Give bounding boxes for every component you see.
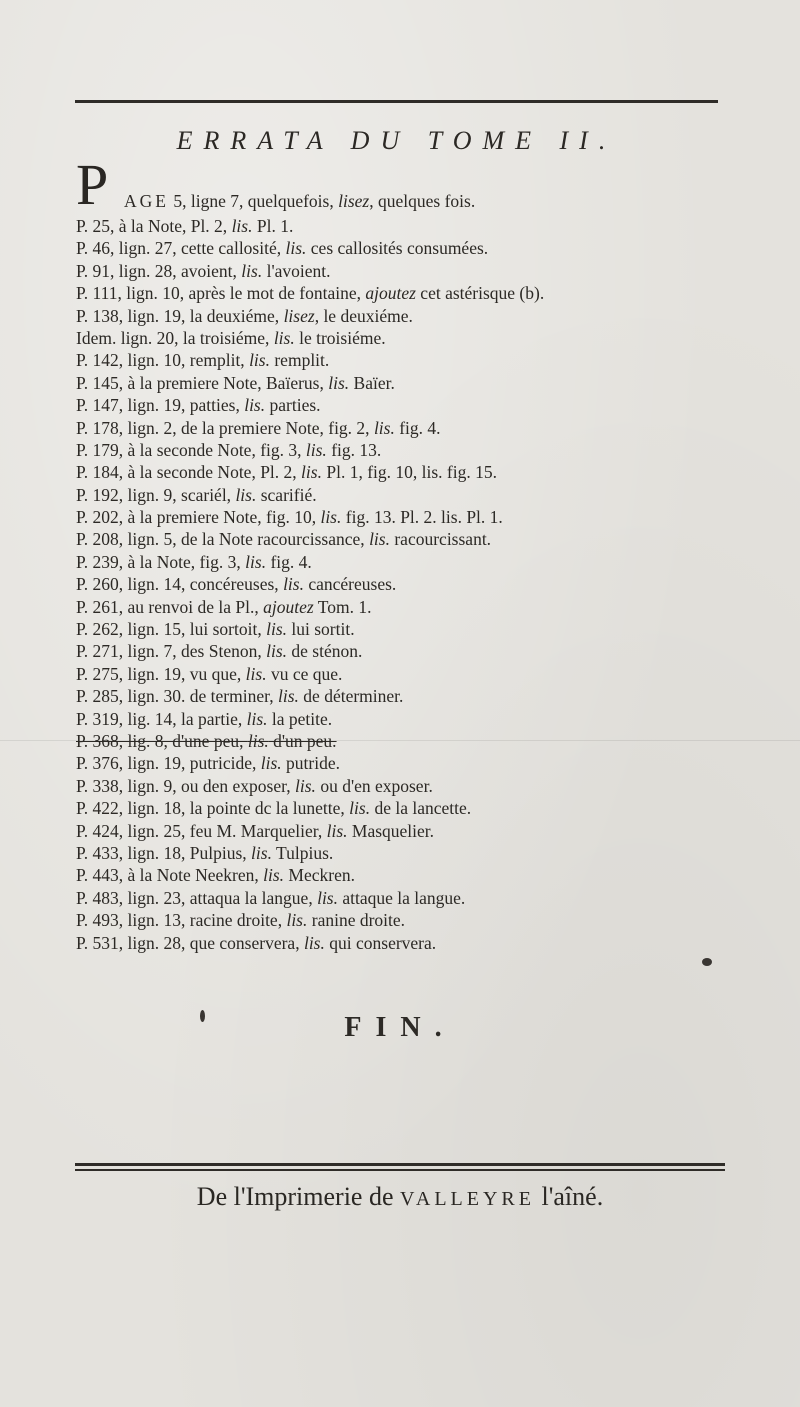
entry-correction-marker: ajoutez	[365, 283, 416, 304]
errata-entry	[76, 282, 726, 304]
errata-entry	[76, 551, 726, 573]
top-rule	[75, 100, 718, 103]
entry-correction: putride.	[281, 753, 340, 774]
entry-text: P. 138, lign. 19, la deuxiéme,	[76, 305, 284, 326]
entry-text: P. 443, à la Note Neekren,	[76, 865, 264, 886]
entry-text: P. 208, lign. 5, de la Note racourcissance,	[76, 529, 370, 550]
first-entry-caps: AGE	[124, 191, 169, 211]
entry-correction: Masquelier.	[347, 820, 435, 841]
errata-entry	[76, 461, 726, 483]
errata-entry	[76, 708, 726, 730]
errata-entry	[76, 618, 726, 640]
entry-correction: ranine droite.	[307, 910, 406, 931]
errata-entry	[76, 775, 726, 797]
ink-speck	[200, 1010, 205, 1022]
entry-correction-marker: lis.	[303, 932, 325, 953]
errata-entry	[76, 417, 726, 439]
entry-text: P. 424, lign. 25, feu M. Marquelier,	[76, 820, 327, 841]
entry-correction-marker: lis.	[305, 439, 327, 460]
entry-correction-marker: lis.	[326, 820, 348, 841]
entry-correction-marker: lis.	[278, 686, 299, 707]
entry-correction-marker: lis.	[295, 775, 316, 796]
entry-text: P. 368, lig. 8, d'une peu,	[76, 730, 248, 751]
first-entry-rest: , quelques fois.	[369, 191, 476, 211]
entry-correction: attaque la langue.	[338, 887, 466, 908]
entry-text: P. 262, lign. 15, lui sortoit,	[76, 619, 267, 640]
entry-correction: ces callosités consumées.	[306, 238, 489, 259]
entry-text: P. 260, lign. 14, concéreuses,	[76, 574, 284, 595]
entry-correction: fig. 13.	[326, 439, 382, 460]
entry-correction-marker: lis.	[283, 574, 304, 595]
first-entry-text	[124, 190, 475, 212]
bottom-rule-thin	[75, 1169, 725, 1171]
entry-correction: , le deuxiéme.	[314, 305, 413, 326]
errata-entry	[76, 237, 726, 259]
errata-entry	[76, 932, 726, 954]
entry-text: P. 433, lign. 18, Pulpius,	[76, 842, 252, 863]
entry-text: P. 261, au renvoi de la Pl.,	[76, 596, 264, 617]
entry-text: P. 178, lign. 2, de la premiere Note, fig. 2,	[76, 417, 374, 438]
entry-correction: qui conservera.	[324, 932, 437, 953]
entry-text: P. 422, lign. 18, la pointe dc la lunette,	[76, 798, 350, 819]
entry-correction-marker: lis.	[245, 551, 267, 572]
entry-correction-marker: lis.	[266, 641, 288, 662]
entry-correction-marker: lis.	[301, 462, 322, 483]
entry-text: P. 338, lign. 9, ou den exposer,	[76, 775, 296, 796]
entry-correction: parties.	[265, 395, 321, 416]
entry-correction: ou d'en exposer.	[315, 775, 433, 796]
entry-text: P. 483, lign. 23, attaqua la langue,	[76, 887, 318, 908]
entry-text: P. 184, à la seconde Note, Pl. 2,	[76, 462, 302, 483]
errata-entry	[76, 820, 726, 842]
entry-correction-marker: lis.	[245, 663, 267, 684]
entry-correction: lui sortit.	[287, 619, 355, 640]
entry-text: P. 493, lign. 13, racine droite,	[76, 910, 287, 931]
errata-entry	[76, 640, 726, 662]
errata-entry	[76, 215, 726, 237]
entry-correction: vu ce que.	[266, 663, 343, 684]
entry-text: P. 142, lign. 10, remplit,	[76, 350, 250, 371]
fin-label: FIN.	[344, 1012, 456, 1043]
errata-entry	[76, 842, 726, 864]
errata-entry	[76, 439, 726, 461]
errata-entry	[76, 887, 726, 909]
printer-imprint	[0, 1182, 800, 1212]
entry-correction: de déterminer.	[298, 686, 404, 707]
entry-text: P. 179, à la seconde Note, fig. 3,	[76, 439, 306, 460]
errata-entry	[76, 663, 726, 685]
entry-correction: Meckren.	[284, 865, 355, 886]
entry-text: Idem. lign. 20, la troisiéme,	[76, 327, 274, 348]
entry-correction-marker: lis.	[369, 529, 390, 550]
errata-entry	[76, 327, 726, 349]
entry-correction-marker: lis.	[231, 216, 253, 236]
errata-list	[76, 152, 726, 954]
first-entry-body: 5, ligne 7, quelquefois,	[168, 191, 339, 211]
entry-text: P. 285, lign. 30. de terminer,	[76, 686, 278, 707]
entry-correction-marker: lis.	[235, 484, 257, 505]
entry-correction-marker: lisez	[283, 305, 315, 326]
entry-correction: Pl. 1.	[252, 216, 294, 236]
entry-correction-marker: lis.	[263, 865, 285, 886]
entry-text: P. 271, lign. 7, des Stenon,	[76, 641, 267, 662]
entry-correction-marker: lis.	[251, 842, 272, 863]
entry-correction: Pl. 1, fig. 10, lis. fig. 15.	[321, 462, 497, 483]
entry-correction-marker: lis.	[285, 238, 307, 259]
entry-correction-marker: lis.	[349, 798, 371, 819]
errata-entry	[76, 596, 726, 618]
entry-correction: fig. 4.	[266, 551, 312, 572]
errata-entry	[76, 752, 726, 774]
errata-entry	[76, 484, 726, 506]
errata-entry	[76, 528, 726, 550]
errata-entry	[76, 372, 726, 394]
entry-correction-marker: lis.	[241, 260, 263, 281]
entry-text: P. 275, lign. 19, vu que,	[76, 663, 246, 684]
errata-entry	[76, 797, 726, 819]
errata-entry	[76, 573, 726, 595]
errata-entry	[76, 394, 726, 416]
entry-correction-marker: lis.	[273, 327, 295, 348]
entry-correction-marker: lis.	[317, 887, 338, 908]
entry-correction-marker: ajoutez	[263, 596, 314, 617]
entry-correction: la petite.	[267, 708, 333, 729]
errata-entry	[76, 685, 726, 707]
entry-text: P. 531, lign. 28, que conservera,	[76, 932, 304, 953]
entry-text: P. 111, lign. 10, après le mot de fontaine,	[76, 283, 366, 304]
imprint-after: l'aîné.	[534, 1182, 604, 1211]
entry-correction: fig. 4.	[394, 417, 441, 438]
entry-text: P. 46, lign. 27, cette callosité,	[76, 238, 286, 259]
entry-correction: le troisiéme.	[294, 327, 386, 348]
entry-correction: Tom. 1.	[313, 596, 372, 617]
entry-correction: l'avoient.	[262, 260, 331, 281]
imprint-before: De l'Imprimerie de	[196, 1182, 401, 1211]
entry-correction-marker: lis.	[266, 619, 288, 640]
errata-entry	[76, 864, 726, 886]
imprint-printer-name: VALLEYRE	[400, 1188, 535, 1210]
entry-correction: cet astérisque (b).	[415, 283, 545, 304]
bottom-rule-thick	[75, 1163, 725, 1166]
entry-correction: remplit.	[269, 350, 330, 371]
errata-entry	[76, 730, 726, 752]
entry-correction: fig. 13. Pl. 2. lis. Pl. 1.	[341, 507, 503, 528]
errata-first-entry	[76, 152, 726, 217]
entry-correction-marker: lis.	[320, 507, 342, 528]
entry-correction-marker: lis.	[246, 708, 268, 729]
entry-correction: racourcissant.	[389, 529, 492, 550]
entry-text: P. 91, lign. 28, avoient,	[76, 260, 242, 281]
entry-correction: Baïer.	[349, 372, 395, 393]
entry-text: P. 319, lig. 14, la partie,	[76, 708, 247, 729]
entry-correction: Tulpius.	[271, 842, 334, 863]
entry-correction: de la lancette.	[370, 798, 472, 819]
entry-correction: scarifié.	[256, 484, 317, 505]
entry-correction-marker: lis.	[286, 910, 308, 931]
errata-entries	[76, 215, 726, 954]
entry-text: P. 145, à la premiere Note, Baïerus,	[76, 372, 329, 393]
entry-correction-marker: lis.	[247, 730, 269, 751]
entry-correction-marker: lis.	[373, 417, 395, 438]
entry-text: P. 147, lign. 19, patties,	[76, 395, 245, 416]
entry-correction-marker: lis.	[260, 753, 282, 774]
entry-correction-marker: lis.	[249, 350, 270, 371]
drop-cap: P	[76, 152, 109, 217]
entry-text: P. 192, lign. 9, scariél,	[76, 484, 236, 505]
entry-correction-marker: lis.	[328, 372, 350, 393]
ink-speck	[702, 958, 712, 966]
entry-text: P. 202, à la premiere Note, fig. 10,	[76, 507, 321, 528]
page-title: ERRATA DU TOME II.	[176, 126, 617, 155]
entry-text: P. 376, lign. 19, putricide,	[76, 753, 261, 774]
errata-entry	[76, 305, 726, 327]
entry-text: P. 239, à la Note, fig. 3,	[76, 551, 246, 572]
entry-correction-marker: lis.	[244, 395, 266, 416]
first-entry-lis: lisez	[338, 191, 370, 211]
errata-entry	[76, 349, 726, 371]
entry-text: P. 25, à la Note, Pl. 2,	[76, 216, 232, 236]
entry-correction: cancéreuses.	[303, 574, 397, 595]
errata-entry	[76, 506, 726, 528]
entry-correction: de sténon.	[287, 641, 363, 662]
entry-correction: d'un peu.	[268, 730, 337, 751]
errata-entry	[76, 260, 726, 282]
errata-entry	[76, 909, 726, 931]
